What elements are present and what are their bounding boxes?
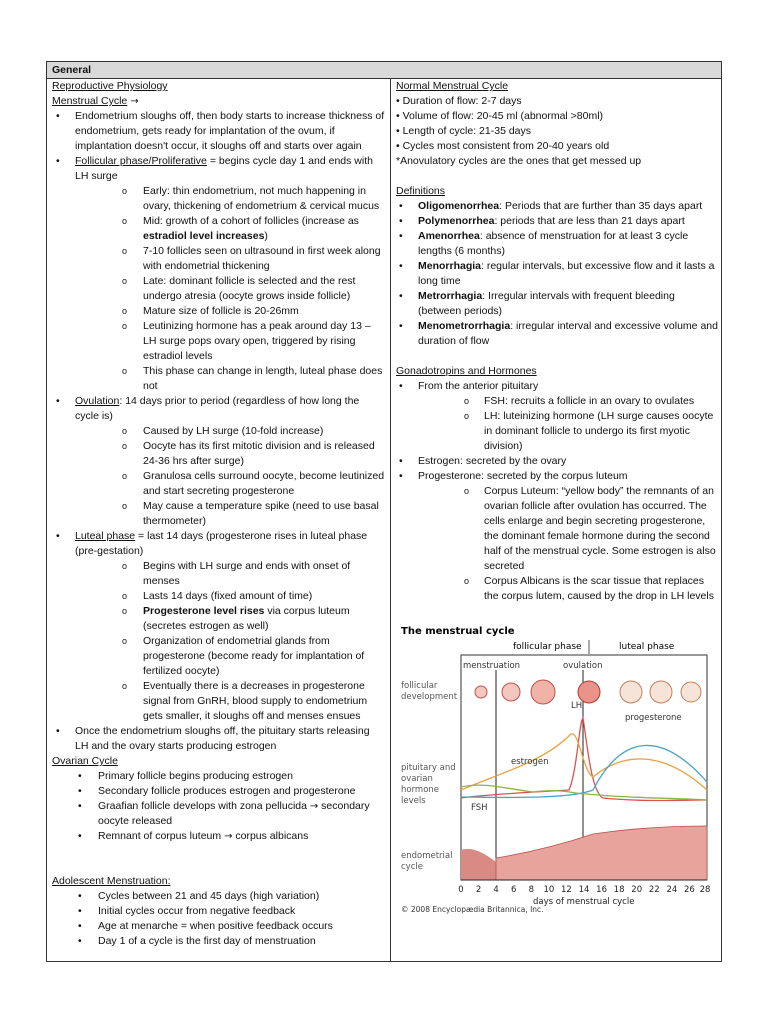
ovulation-sublist bbox=[75, 424, 385, 529]
notes-sheet bbox=[46, 61, 722, 962]
list-item: o May cause a temperature spike (need to use basal thermometer) bbox=[75, 499, 385, 529]
definition-item bbox=[396, 199, 718, 214]
right-arrow-icon: → bbox=[130, 96, 139, 107]
progesterone-label: progesterone bbox=[625, 713, 682, 723]
tick-label: 20 bbox=[631, 885, 643, 895]
list-item bbox=[75, 214, 385, 244]
ovarian-cycle-heading: Ovarian Cycle bbox=[52, 755, 118, 767]
column-divider bbox=[390, 78, 391, 961]
tick-label: 2 bbox=[475, 885, 482, 895]
estradiol-bold: estradiol level increases bbox=[143, 230, 265, 242]
list-item: • Day 1 of a cycle is the first day of menstruation bbox=[52, 934, 385, 949]
list-item bbox=[75, 604, 385, 634]
luteal-sublist bbox=[75, 559, 385, 724]
definition-text: : periods that are less than 21 days apart bbox=[494, 215, 685, 227]
follicle-icons bbox=[475, 680, 701, 704]
adolescent-list bbox=[52, 889, 385, 949]
list-item: o LH: luteinizing hormone (LH surge causes oocyte in dominant follicle to undergo its first myotic division) bbox=[418, 409, 718, 454]
list-item: o Eventually there is a decreases in progesterone signal from GnRH, blood supply to endometrium gets smaller, it sloughs off and menses ensues bbox=[75, 679, 385, 724]
definition-term: Amenorrhea bbox=[418, 230, 480, 242]
tick-label: 4 bbox=[493, 885, 499, 895]
remnant-post: corpus albicans bbox=[232, 830, 309, 842]
menstrual-cycle-heading-text: Menstrual Cycle bbox=[52, 95, 128, 107]
lh-label: LH bbox=[571, 701, 583, 711]
graafian-post: secondary oocyte released bbox=[98, 800, 370, 827]
list-item: o FSH: recruits a follicle in an ovary to ovulates bbox=[418, 394, 718, 409]
ovulation-label: ovulation bbox=[563, 661, 603, 671]
definition-term: Oligomenorrhea bbox=[418, 200, 500, 212]
menstrual-cycle-diagram bbox=[393, 622, 713, 940]
right-arrow-icon: → bbox=[224, 831, 233, 842]
mid-post: ) bbox=[264, 230, 268, 242]
list-item bbox=[52, 799, 385, 829]
list-item: o Begins with LH surge and ends with onset of menses bbox=[75, 559, 385, 589]
definition-term: Menorrhagia bbox=[418, 260, 482, 272]
tick-label: 8 bbox=[528, 885, 535, 895]
pituitary-sublist bbox=[418, 394, 718, 454]
luteal-term: Luteal phase bbox=[75, 530, 136, 542]
definitions-list bbox=[396, 199, 718, 349]
list-item: o Caused by LH surge (10-fold increase) bbox=[75, 424, 385, 439]
tick-label: 28 bbox=[699, 885, 711, 895]
list-item: o 7-10 follicles seen on ultrasound in first week along with endometrial thickening bbox=[75, 244, 385, 274]
tick-label: 16 bbox=[596, 885, 608, 895]
x-axis-label: days of menstrual cycle bbox=[533, 897, 635, 907]
list-item: o Corpus Luteum: “yellow body” the remnants of an ovarian follicle after ovulation has occurred. The cells enlarge and begin secreting progesterone, the dominant female hormone during the second half of the menstrual cycle. Some estrogen is also secreted bbox=[418, 484, 718, 574]
list-item: • Endometrium sloughs off, then body starts to increase thickness of endometrium, gets ready for implantation of the ovum, if implantation doesn't occur, it sloughs off and starts over again bbox=[52, 109, 385, 154]
definition-text: : regular intervals, but excessive flow and it lasts a long time bbox=[418, 260, 715, 287]
follicle-icon bbox=[650, 681, 672, 703]
normal-line: • Volume of flow: 20-45 ml (abnormal >80ml) bbox=[396, 110, 604, 122]
normal-line: *Anovulatory cycles are the ones that get messed up bbox=[396, 155, 642, 167]
right-column bbox=[396, 79, 718, 604]
row-label: follicular bbox=[401, 681, 438, 691]
list-item: o Oocyte has its first mitotic division and is released 24-36 hrs after surge) bbox=[75, 439, 385, 469]
list-item: • Initial cycles occur from negative feedback bbox=[52, 904, 385, 919]
row-label: endometrial bbox=[401, 851, 453, 861]
gonadotropins-list bbox=[396, 379, 718, 604]
figure-title: The menstrual cycle bbox=[401, 626, 515, 637]
list-item-follicular bbox=[52, 154, 385, 394]
tick-label: 26 bbox=[683, 885, 695, 895]
definition-text: : Irregular intervals with frequent bleeding (between periods) bbox=[418, 290, 675, 317]
progesterone-rest: via corpus luteum (secretes estrogen as well) bbox=[143, 605, 350, 632]
definition-term: Menometrorrhagia bbox=[418, 320, 511, 332]
progesterone-bold: Progesterone level rises bbox=[143, 605, 265, 617]
mid-text: Mid: growth of a cohort of follicles (increase as bbox=[143, 215, 359, 227]
definition-text: : Periods that are further than 35 days apart bbox=[499, 200, 703, 212]
tick-label: 6 bbox=[510, 885, 517, 895]
list-item: o Organization of endometrial glands from progesterone (become ready for implantation of fertilized oocyte) bbox=[75, 634, 385, 679]
follicular-desc: = begins cycle day 1 and ends with LH surge bbox=[75, 155, 373, 182]
definition-item bbox=[396, 214, 718, 229]
luteal-phase-label: luteal phase bbox=[619, 642, 675, 652]
definition-item bbox=[396, 319, 718, 349]
follicle-icon bbox=[578, 681, 600, 703]
list-item: o Granulosa cells surround oocyte, become leutinized and start secreting progesterone bbox=[75, 469, 385, 499]
row-label: development bbox=[401, 692, 458, 702]
progesterone-text: Progesterone: secreted by the corpus luteum bbox=[418, 470, 628, 482]
progesterone-sublist bbox=[418, 484, 718, 604]
list-item: o Early: thin endometrium, not much happening in ovary, thickening of endometrium & cervical mucus bbox=[75, 184, 385, 214]
pituitary-text: From the anterior pituitary bbox=[418, 380, 539, 392]
list-item: • Once the endometrium sloughs off, the pituitary starts releasing LH and the ovary starts producing estrogen bbox=[52, 724, 385, 754]
tick-label: 18 bbox=[613, 885, 625, 895]
definition-term: Metrorrhagia bbox=[418, 290, 483, 302]
adolescent-heading: Adolescent Menstruation: bbox=[52, 875, 171, 887]
ovulation-term: Ovulation bbox=[75, 395, 120, 407]
copyright: © 2008 Encyclopædia Britannica, Inc. bbox=[401, 905, 544, 914]
row-label: pituitary and bbox=[401, 763, 456, 773]
menstrual-cycle-figure bbox=[393, 622, 713, 940]
endometrium-shed bbox=[461, 849, 496, 880]
normal-line: • Length of cycle: 21-35 days bbox=[396, 125, 532, 137]
follicular-phase-label: follicular phase bbox=[513, 642, 582, 652]
list-item: o Corpus Albicans is the scar tissue that replaces the corpus lutem, caused by the drop in LH levels bbox=[418, 574, 718, 604]
list-item-luteal bbox=[52, 529, 385, 724]
right-arrow-icon: → bbox=[309, 801, 319, 812]
follicle-icon bbox=[475, 686, 487, 698]
list-item-ovulation bbox=[52, 394, 385, 529]
definition-text: : absence of menstruation for at least 3 cycle lengths (6 months) bbox=[418, 230, 689, 257]
definition-text: : irregular interval and excessive volume and duration of flow bbox=[418, 320, 718, 347]
normal-cycle-heading: Normal Menstrual Cycle bbox=[396, 80, 509, 92]
normal-line: • Cycles most consistent from 20-40 years old bbox=[396, 140, 610, 152]
follicle-icon bbox=[502, 683, 520, 701]
tick-label: 0 bbox=[458, 885, 464, 895]
menstruation-label: menstruation bbox=[463, 661, 521, 671]
left-column bbox=[52, 79, 385, 949]
list-item bbox=[396, 469, 718, 604]
ovulation-desc: : 14 days prior to period (regardless of how long the cycle is) bbox=[75, 395, 360, 422]
fsh-label: FSH bbox=[471, 803, 488, 813]
graafian-text: Graafian follicle develops with zona pellucida bbox=[98, 800, 310, 812]
progesterone-curve bbox=[461, 745, 707, 797]
gonadotropins-heading: Gonadotropins and Hormones bbox=[396, 365, 537, 377]
list-item: • Age at menarche = when positive feedback occurs bbox=[52, 919, 385, 934]
list-item bbox=[396, 379, 718, 454]
definition-item bbox=[396, 289, 718, 319]
section-header: General bbox=[47, 62, 721, 79]
tick-label: 10 bbox=[543, 885, 555, 895]
follicular-sublist bbox=[75, 184, 385, 394]
tick-label: 12 bbox=[560, 885, 572, 895]
list-item: • Secondary follicle produces estrogen and progesterone bbox=[52, 784, 385, 799]
follicle-icon bbox=[681, 682, 701, 702]
list-item: • Estrogen: secreted by the ovary bbox=[396, 454, 718, 469]
list-item: o Mature size of follicle is 20-26mm bbox=[75, 304, 385, 319]
follicular-term: Follicular phase/Proliferative bbox=[75, 155, 207, 167]
menstrual-cycle-heading bbox=[52, 94, 385, 109]
remnant-text: Remnant of corpus luteum bbox=[98, 830, 225, 842]
luteal-desc: = last 14 days (progesterone rises in luteal phase (pre-gestation) bbox=[75, 530, 368, 557]
list-item: o Late: dominant follicle is selected and the rest undergo atresia (oocyte grows inside follicle) bbox=[75, 274, 385, 304]
row-label: ovarian bbox=[401, 774, 433, 784]
definition-item bbox=[396, 229, 718, 259]
row-label: hormone bbox=[401, 785, 440, 795]
estrogen-label: estrogen bbox=[511, 757, 549, 767]
tick-label: 14 bbox=[578, 885, 590, 895]
menstrual-cycle-list bbox=[52, 109, 385, 754]
ovarian-cycle-list bbox=[52, 769, 385, 844]
follicle-icon bbox=[531, 680, 555, 704]
definition-term: Polymenorrhea bbox=[418, 215, 495, 227]
row-label: cycle bbox=[401, 862, 423, 872]
x-ticks bbox=[458, 885, 710, 895]
list-item: o Lasts 14 days (fixed amount of time) bbox=[75, 589, 385, 604]
definitions-heading: Definitions bbox=[396, 185, 446, 197]
estrogen-curve bbox=[461, 734, 707, 790]
list-item: o This phase can change in length, luteal phase does not bbox=[75, 364, 385, 394]
endometrium-growth bbox=[496, 826, 707, 880]
follicle-icon bbox=[620, 681, 642, 703]
list-item: o Leutinizing hormone has a peak around day 13 – LH surge pops ovary open, triggered by rising estradiol levels bbox=[75, 319, 385, 364]
tick-label: 22 bbox=[648, 885, 660, 895]
reproductive-physiology-title: Reproductive Physiology bbox=[52, 80, 168, 92]
list-item: • Cycles between 21 and 45 days (high variation) bbox=[52, 889, 385, 904]
definition-item bbox=[396, 259, 718, 289]
list-item bbox=[52, 829, 385, 844]
list-item: • Primary follicle begins producing estrogen bbox=[52, 769, 385, 784]
tick-label: 24 bbox=[666, 885, 678, 895]
normal-line: • Duration of flow: 2-7 days bbox=[396, 95, 522, 107]
row-label: levels bbox=[401, 796, 426, 806]
